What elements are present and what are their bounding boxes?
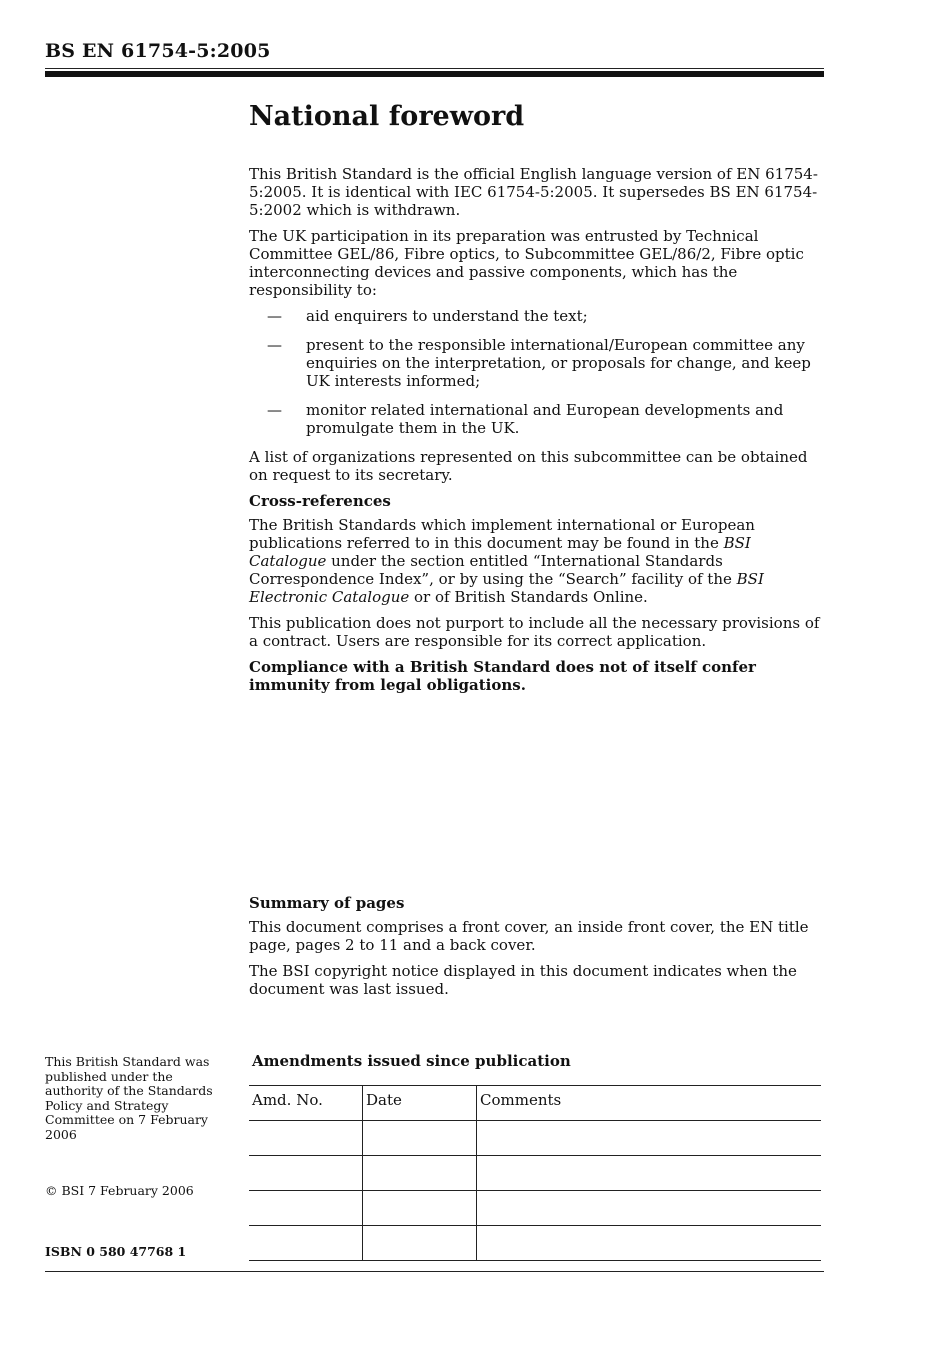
copyright-note: © BSI 7 February 2006 xyxy=(45,1183,194,1198)
cross-references-heading: Cross-references xyxy=(249,492,391,510)
dash-bullet: — xyxy=(267,307,282,325)
dash-bullet: — xyxy=(267,336,282,354)
amendments-table xyxy=(249,1085,821,1261)
column-header-date: Date xyxy=(363,1086,477,1121)
list-note: A list of organizations represented on this subcommittee can be obtained on request to its secretary. xyxy=(249,448,808,484)
summary-heading: Summary of pages xyxy=(249,894,405,912)
page-title: National foreword xyxy=(249,101,525,132)
authority-note: This British Standard was published under the authority of the Standards Policy and Strategy Committee on 7 February 2006 xyxy=(45,1054,213,1142)
table-row xyxy=(249,1156,821,1191)
responsibilities-list xyxy=(249,307,824,437)
cross-references-paragraph: The British Standards which implement international or European publications referred to in this document may be found in the BSI Catalogue under the section entitled “International Standards Correspondence Index”, or by using the “Search” facility of the BSI Electronic Catalogue or of British Standards Online. xyxy=(249,516,764,606)
foreword-body xyxy=(249,165,824,702)
bsi-electronic-catalogue-title: BSI Electronic Catalogue xyxy=(249,570,764,606)
list-item: — monitor related international and European developments and promulgate them in the UK. xyxy=(267,401,784,437)
bsi-catalogue-title: BSI Catalogue xyxy=(249,534,751,570)
list-item: — aid enquirers to understand the text; xyxy=(267,307,588,325)
amendments-heading: Amendments issued since publication xyxy=(252,1052,571,1070)
summary-paragraph-2: The BSI copyright notice displayed in this document indicates when the document was last issued. xyxy=(249,962,797,998)
summary-section xyxy=(249,894,824,1006)
dash-bullet: — xyxy=(267,401,282,419)
document-id: BS EN 61754-5:2005 xyxy=(45,40,271,62)
footer-rule xyxy=(45,1271,824,1272)
column-header-comments: Comments xyxy=(477,1086,822,1121)
column-header-amd-no: Amd. No. xyxy=(249,1086,363,1121)
summary-paragraph-1: This document comprises a front cover, an inside front cover, the EN title page, pages 2 to 11 and a back cover. xyxy=(249,918,809,954)
intro-paragraph-1: This British Standard is the official English language version of EN 61754-5:2005. It is identical with IEC 61754-5:2005. It supersedes BS EN 61754-5:2002 which is withdrawn. xyxy=(249,165,818,219)
header-rule-thin xyxy=(45,68,824,69)
table-row xyxy=(249,1226,821,1261)
compliance-statement: Compliance with a British Standard does not of itself confer immunity from legal obligations. xyxy=(249,658,756,694)
table-row xyxy=(249,1121,821,1156)
isbn-note: ISBN 0 580 47768 1 xyxy=(45,1244,187,1259)
intro-paragraph-2: The UK participation in its preparation was entrusted by Technical Committee GEL/86, Fibre optics, to Subcommittee GEL/86/2, Fibre optic interconnecting devices and passive components, which has the responsibility to: xyxy=(249,227,804,299)
provisions-paragraph: This publication does not purport to include all the necessary provisions of a contract. Users are responsible for its correct application. xyxy=(249,614,820,650)
table-row xyxy=(249,1191,821,1226)
header-rule-thick xyxy=(45,71,824,77)
table-header-row xyxy=(249,1086,821,1121)
list-item: — present to the responsible international/European committee any enquiries on the interpretation, or proposals for change, and keep UK interests informed; xyxy=(267,336,811,390)
